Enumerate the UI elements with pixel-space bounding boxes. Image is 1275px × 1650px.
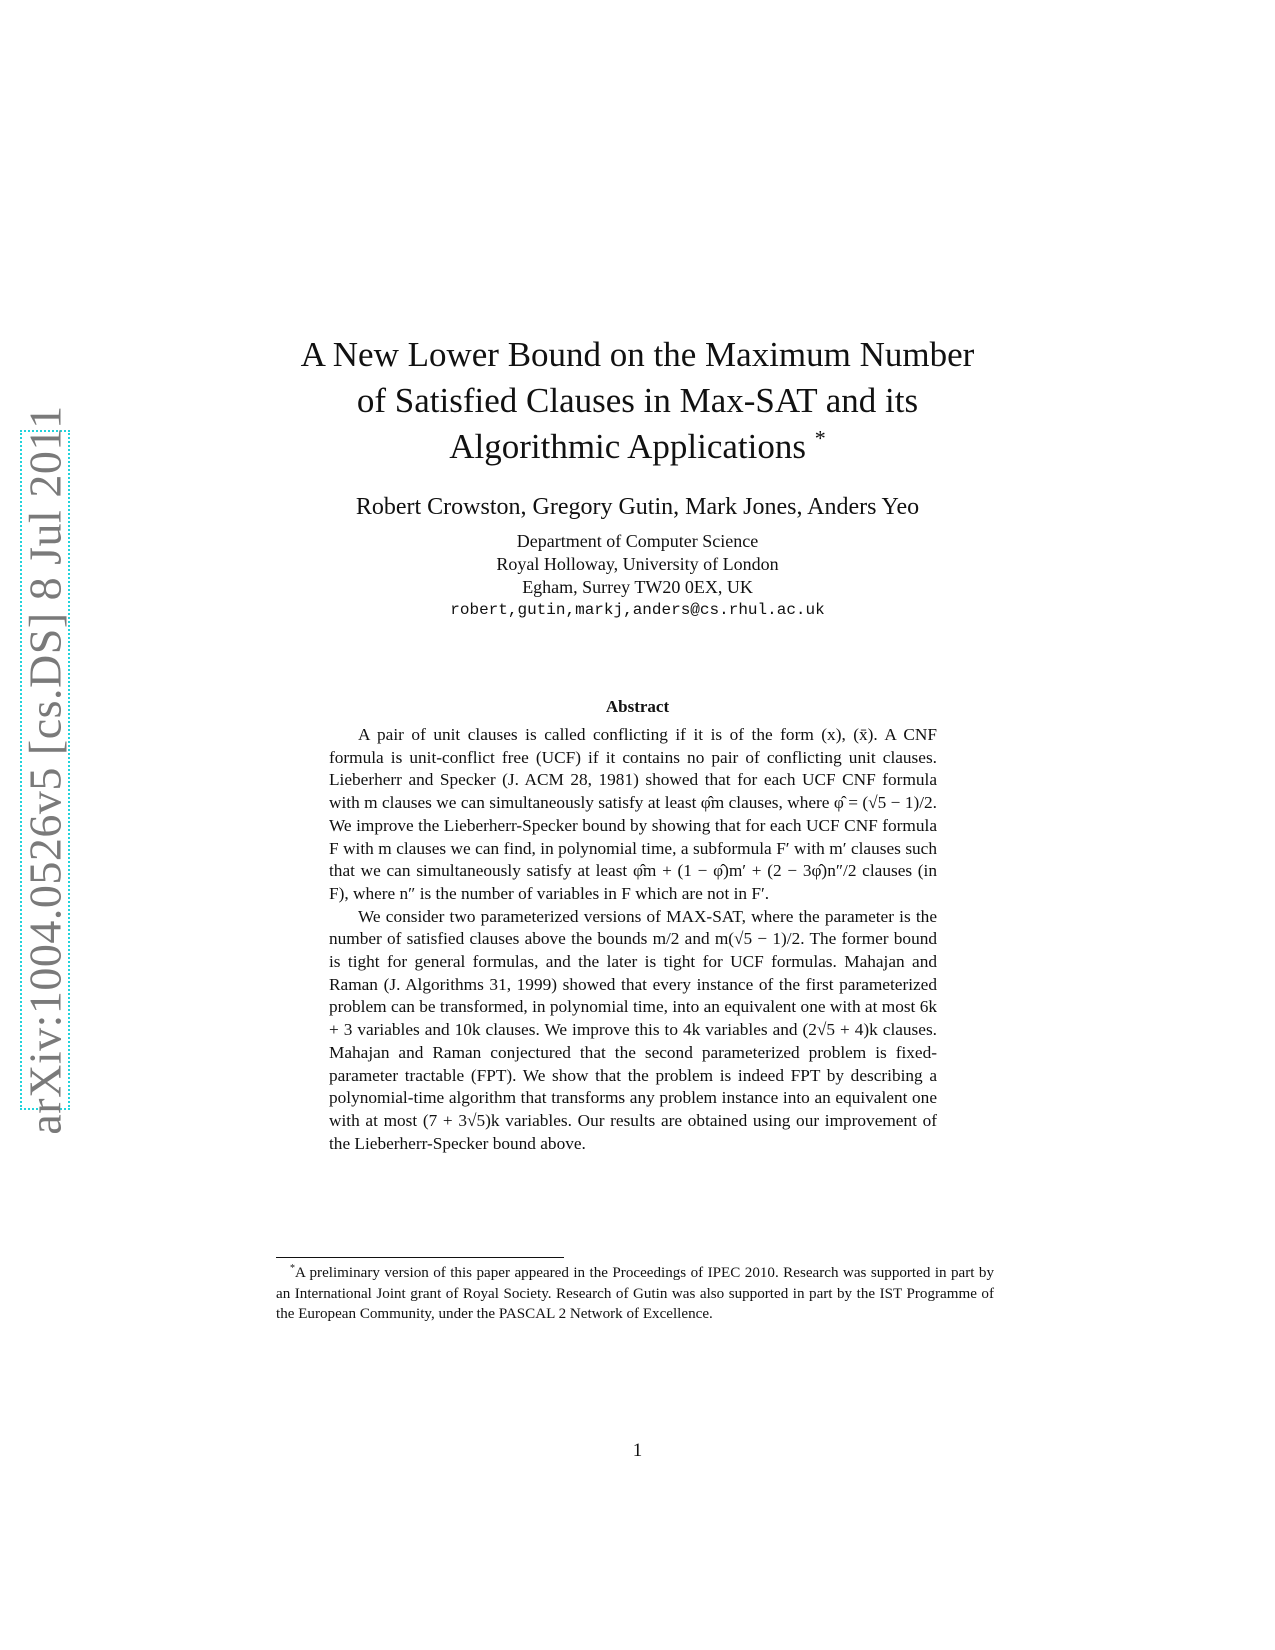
paper-title — [240, 332, 1035, 470]
title-line: of Satisfied Clauses in Max-SAT and its — [356, 381, 919, 420]
abstract-heading: Abstract — [605, 697, 670, 716]
arxiv-stamp — [19, 405, 71, 1135]
arxiv-identifier: arXiv:1004.0526v5 [cs.DS] 8 Jul 2011 — [19, 405, 71, 1135]
email-addresses: robert,gutin,markj,anders@cs.rhul.ac.uk — [450, 601, 825, 619]
title-footnote-mark: * — [814, 425, 826, 451]
footnote-paragraph — [276, 1263, 994, 1325]
author-list: Robert Crowston, Gregory Gutin, Mark Jones, Anders Yeo — [355, 494, 920, 520]
abstract-paragraph: We consider two parameterized versions of MAX-SAT, where the parameter is the number of satisfied clauses above the bounds m/2 and m(√5 − 1)/2. The former bound is tight for general formulas, and the later is tight for UCF formulas. Mahajan and Raman (J. Algorithms 31, 1999) showed that every instance of the first parameterized problem can be transformed, in polynomial time, into an equivalent one with at most 6k + 3 variables and 10k clauses. We improve this to 4k variables and (2√5 + 4)k clauses. Mahajan and Raman conjectured that the second parameterized problem is fixed-parameter tractable (FPT). We show that the problem is indeed FPT by describing a polynomial-time algorithm that transforms any problem instance into an equivalent one with at most (7 + 3√5)k variables. Our results are obtained using our improvement of the Lieberherr-Specker bound above. — [329, 906, 937, 1153]
institution: Royal Holloway, University of London — [496, 554, 779, 574]
title-line: A New Lower Bound on the Maximum Number — [300, 335, 975, 374]
address: Egham, Surrey TW20 0EX, UK — [522, 577, 753, 597]
footnote-text: A preliminary version of this paper appeared in the Proceedings of IPEC 2010. Research was supported in part by an International Joint grant of Royal Society. Research of Gutin was also supported in part by the IST Programme of the European Community, under the PASCAL 2 Network of Excellence. — [276, 1265, 994, 1322]
footnote-divider — [276, 1257, 564, 1258]
affiliation — [240, 530, 1035, 622]
title-line-text: Algorithmic Applications — [449, 427, 807, 466]
title-line — [240, 424, 1035, 470]
abstract-paragraph: A pair of unit clauses is called conflicting if it is of the form (x), (x̄). A CNF formula is unit-conflict free (UCF) if it contains no pair of conflicting unit clauses. Lieberherr and Specker (J. ACM 28, 1981) showed that for each UCF CNF formula with m clauses we can simultaneously satisfy at least φ̂m clauses, where φ̂ = (√5 − 1)/2. We improve the Lieberherr-Specker bound by showing that for each UCF CNF formula F with m clauses we can find, in polynomial time, a subformula F′ with m′ clauses such that we can simultaneously satisfy at least φ̂m + (1 − φ̂)m′ + (2 − 3φ̂)n″/2 clauses (in F), where n″ is the number of variables in F which are not in F′. — [329, 725, 937, 903]
abstract-body — [329, 724, 937, 1155]
footnote — [276, 1263, 994, 1325]
page-number: 1 — [632, 1440, 643, 1461]
department: Department of Computer Science — [516, 531, 759, 551]
footnote-mark: * — [290, 1262, 295, 1274]
